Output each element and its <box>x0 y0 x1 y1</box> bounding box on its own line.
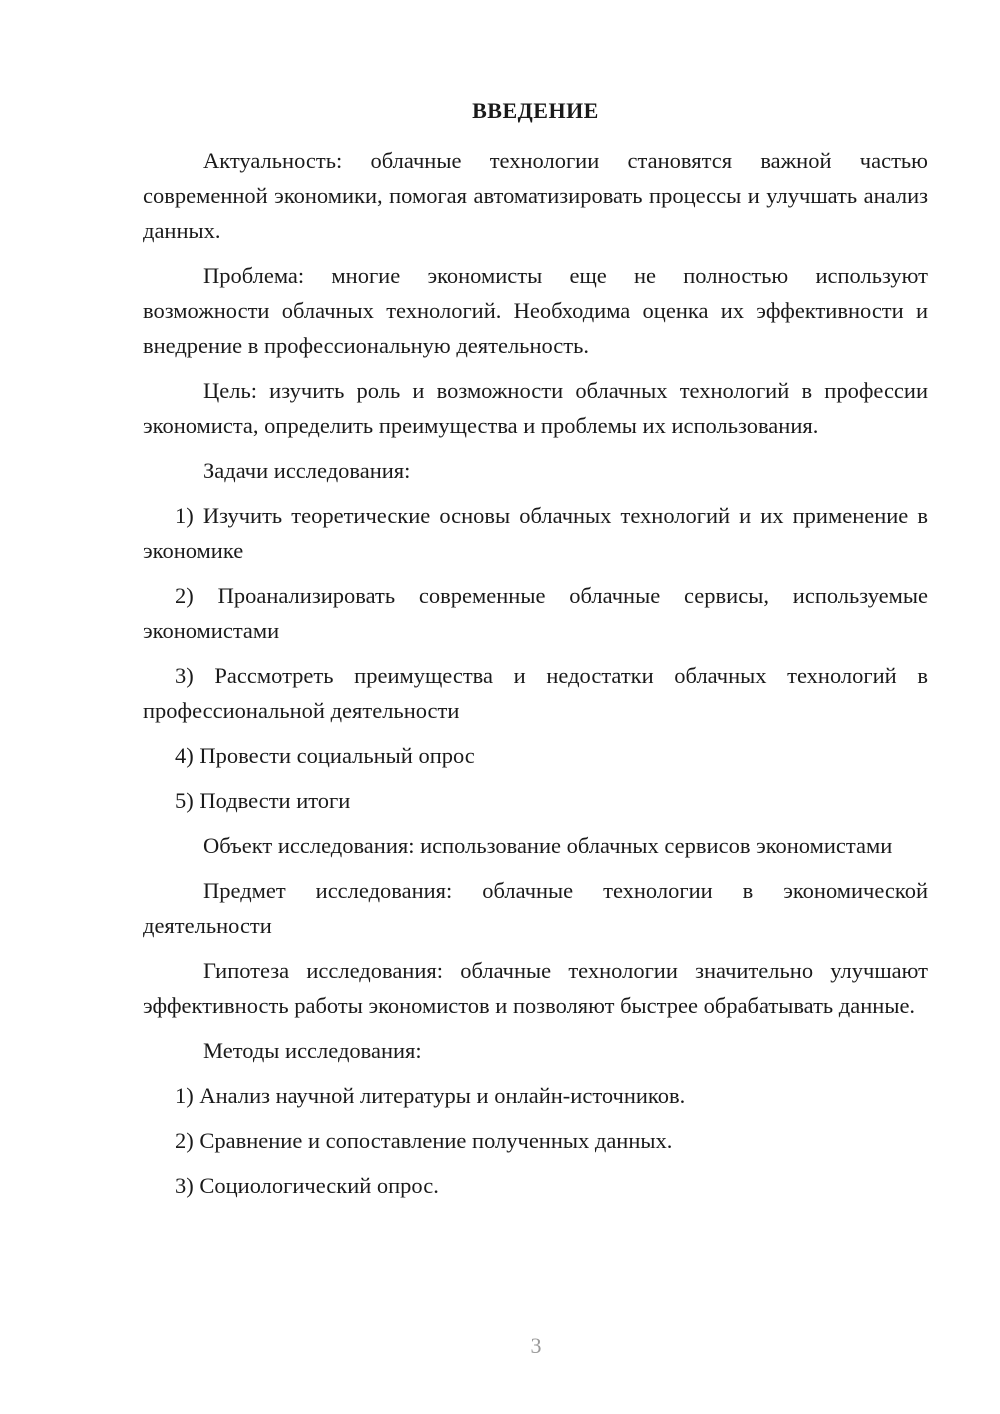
paragraph-problem: Проблема: многие экономисты еще не полностью используют возможности облачных технологий. Необходима оценка их эффективности и внедрение в профессиональную деятельность. <box>143 263 928 358</box>
method-item-1: 1) Анализ научной литературы и онлайн-источников. <box>175 1083 686 1108</box>
document-body <box>143 143 928 1213</box>
task-item-1: 1) Изучить теоретические основы облачных технологий и их применение в экономике <box>143 503 928 563</box>
paragraph-relevance: Актуальность: облачные технологии становятся важной частью современной экономики, помогая автоматизировать процессы и улучшать анализ данных. <box>143 148 928 243</box>
paragraph-goal: Цель: изучить роль и возможности облачных технологий в профессии экономиста, определить преимущества и проблемы их использования. <box>143 378 928 438</box>
task-item-4: 4) Провести социальный опрос <box>175 743 475 768</box>
paragraph-tasks-heading: Задачи исследования: <box>203 458 411 483</box>
task-item-5: 5) Подвести итоги <box>175 788 351 813</box>
method-item-2: 2) Сравнение и сопоставление полученных данных. <box>175 1128 673 1153</box>
paragraph-subject: Предмет исследования: облачные технологии в экономической деятельности <box>143 878 928 938</box>
paragraph-hypothesis: Гипотеза исследования: облачные технологии значительно улучшают эффективность работы экономистов и позволяют быстрее обрабатывать данные. <box>143 958 928 1018</box>
paragraph-object: Объект исследования: использование облачных сервисов экономистами <box>203 833 893 858</box>
paragraph-methods-heading: Методы исследования: <box>203 1038 422 1063</box>
task-item-3: 3) Рассмотреть преимущества и недостатки облачных технологий в профессиональной деятельности <box>143 663 928 723</box>
page-title: ВВЕДЕНИЕ <box>472 98 599 123</box>
task-item-2: 2) Проанализировать современные облачные сервисы, используемые экономистами <box>143 583 928 643</box>
page-number: 3 <box>530 1333 542 1358</box>
method-item-3: 3) Социологический опрос. <box>175 1173 439 1198</box>
